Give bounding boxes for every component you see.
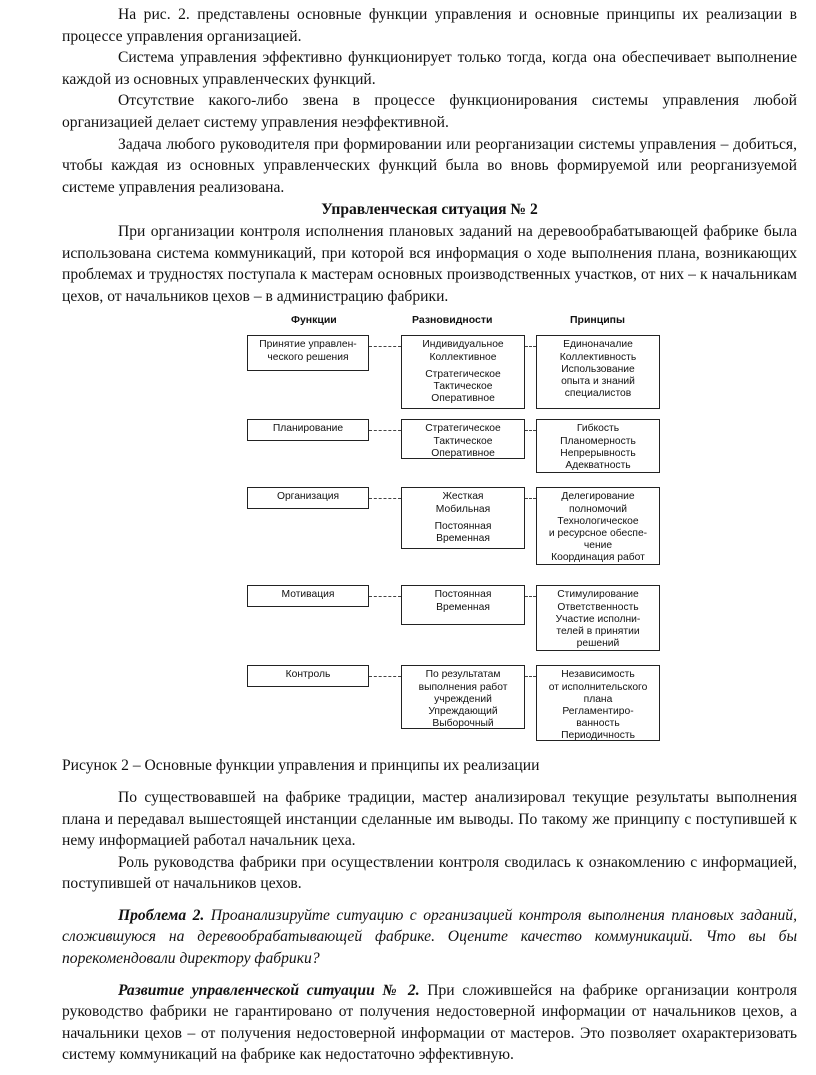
box-line: Временная <box>436 532 490 544</box>
situation-title: Управленческая ситуация № 2 <box>321 201 538 219</box>
box-line: Тактическое <box>433 435 493 447</box>
function-box <box>247 585 369 607</box>
box-line: от исполнительского <box>548 681 648 693</box>
function-box <box>247 665 369 687</box>
box-line: ческого решения <box>267 351 349 363</box>
box-line: Принятие управлен- <box>259 339 357 351</box>
functions-diagram <box>62 307 797 753</box>
development-text: При сложившейся на фабрике организации контроля руководство фабрики не гарантировано от получения недостоверной информации от начальников цехов, а начальники цехов – от получения недостоверной информации от мастеров. Это позволяет охарактеризовать систему коммуникаций на фабрике как недостаточно эффективную. <box>62 981 797 1064</box>
connector-line <box>525 346 536 347</box>
document-page <box>62 0 797 1066</box>
intro-paragraph-1: На рис. 2. представлены основные функции управления и основные принципы их реализации в процессе управления организацией. <box>62 6 797 45</box>
varieties-box <box>401 335 525 409</box>
box-line: Использование <box>561 363 635 375</box>
box-line: Гибкость <box>576 423 620 435</box>
connector-line <box>369 430 401 431</box>
box-line: Единоначалие <box>563 339 633 351</box>
box-line: выполнения работ <box>418 681 508 693</box>
box-line: Участие исполни- <box>555 613 641 625</box>
box-line: Стимулирование <box>557 589 639 601</box>
box-line: Независимость <box>561 669 635 681</box>
principles-box <box>536 419 660 473</box>
connector-line <box>525 498 536 499</box>
box-line: Стратегическое <box>425 368 501 380</box>
box-line: Планирование <box>272 423 344 435</box>
header-varieties: Разновидности <box>412 314 493 327</box>
connector-line <box>369 346 401 347</box>
box-line: Коллективное <box>429 351 497 363</box>
box-line: плана <box>583 693 613 705</box>
box-line: Выборочный <box>432 718 494 730</box>
box-line: учреждений <box>434 693 492 705</box>
box-line: Мотивация <box>281 589 335 601</box>
connector-line <box>369 498 401 499</box>
box-line: Оперативное <box>431 393 495 405</box>
box-line: полномочий <box>569 503 627 515</box>
principles-box <box>536 585 660 651</box>
connector-line <box>369 676 401 677</box>
function-box <box>247 419 369 441</box>
after-paragraph-2: Роль руководства фабрики при осуществлении контроля сводилась к ознакомлению с информацией, поступившей от начальников цехов. <box>62 853 797 893</box>
development-label: Развитие управленческой ситуации № 2. <box>118 981 420 999</box>
principles-box <box>536 487 660 565</box>
box-line: Координация работ <box>551 552 645 564</box>
box-line: По результатам <box>425 669 501 681</box>
box-line: Делегирование <box>561 491 635 503</box>
box-line: Стратегическое <box>425 423 501 435</box>
box-line: Регламентиро- <box>562 705 634 717</box>
box-line: Непрерывность <box>560 447 636 459</box>
box-line: специалистов <box>564 388 632 400</box>
varieties-box <box>401 585 525 625</box>
box-line: Тактическое <box>433 380 493 392</box>
header-functions: Функции <box>291 314 337 327</box>
varieties-box <box>401 487 525 549</box>
intro-paragraph-2: Система управления эффективно функционирует только тогда, когда она обеспечивает выполнение каждой из основных управленческих функций. <box>62 49 797 88</box>
box-line: опыта и знаний <box>561 375 635 387</box>
box-line: и ресурсное обеспе- <box>548 527 648 539</box>
box-line: Оперативное <box>431 447 495 459</box>
varieties-box <box>401 665 525 729</box>
box-line: Постоянная <box>434 589 492 601</box>
box-line: чение <box>583 540 613 552</box>
box-line: Ответственность <box>557 601 639 613</box>
box-line: Периодичность <box>561 730 635 742</box>
box-line: ванность <box>576 718 620 730</box>
box-line: Коллективность <box>559 351 637 363</box>
box-line: Организация <box>276 491 340 503</box>
connector-line <box>525 430 536 431</box>
connector-line <box>525 596 536 597</box>
box-line: Упреждающий <box>428 705 498 717</box>
varieties-box <box>401 419 525 459</box>
intro-paragraph-4: Задача любого руководителя при формировании или реорганизации системы управления – добиться, чтобы каждая из основных управленческих функций была во вновь формируемой или реорганизуемой системе управления реализована. <box>62 135 797 196</box>
connector-line <box>525 676 536 677</box>
after-paragraph-1: По существовавшей на фабрике традиции, мастер анализировал текущие результаты выполнения плана и передавал вышестоящей инстанции сделанные им выводы. По такому же принципу с поступившей к нему информацией работал начальник цеха. <box>62 788 797 850</box>
problem-text: Проанализируйте ситуацию с организацией контроля выполнения плановых заданий, сложившуюся на деревообрабатывающей фабрике. Оцените качество коммуникаций. Что вы бы порекомендовали директору фабрики? <box>62 906 797 968</box>
function-box <box>247 487 369 509</box>
principles-box <box>536 665 660 741</box>
situation-paragraph: При организации контроля исполнения плановых заданий на деревообрабатывающей фабрике была использована система коммуникаций, при которой вся информация о ходе выполнения плана, возникающих проблемах и трудностях поступала к мастерам основных производственных участков, от них – к начальникам цехов, от начальников цехов – в администрацию фабрики. <box>62 222 797 305</box>
box-line: Жесткая <box>442 491 484 503</box>
box-line: Контроль <box>285 669 331 681</box>
development-paragraph <box>62 980 797 1066</box>
figure-caption: Рисунок 2 – Основные функции управления и принципы их реализации <box>62 757 540 775</box>
problem-label: Проблема 2. <box>118 906 205 924</box>
box-line: Индивидуальное <box>422 339 504 351</box>
intro-paragraph-3: Отсутствие какого-либо звена в процессе функционирования системы управления любой организацией делает систему управления неэффективной. <box>62 92 797 131</box>
principles-box <box>536 335 660 409</box>
function-box <box>247 335 369 371</box>
box-line: Постоянная <box>434 520 492 532</box>
connector-line <box>369 596 401 597</box>
box-line: Технологическое <box>557 515 639 527</box>
box-line: Адекватность <box>565 459 631 471</box>
header-principles: Принципы <box>570 314 625 327</box>
box-line: Временная <box>436 601 490 613</box>
box-line: Планомерность <box>560 435 636 447</box>
box-line: телей в принятии <box>556 625 640 637</box>
box-line: решений <box>576 638 620 650</box>
problem-paragraph <box>62 905 797 970</box>
box-line: Мобильная <box>435 503 491 515</box>
